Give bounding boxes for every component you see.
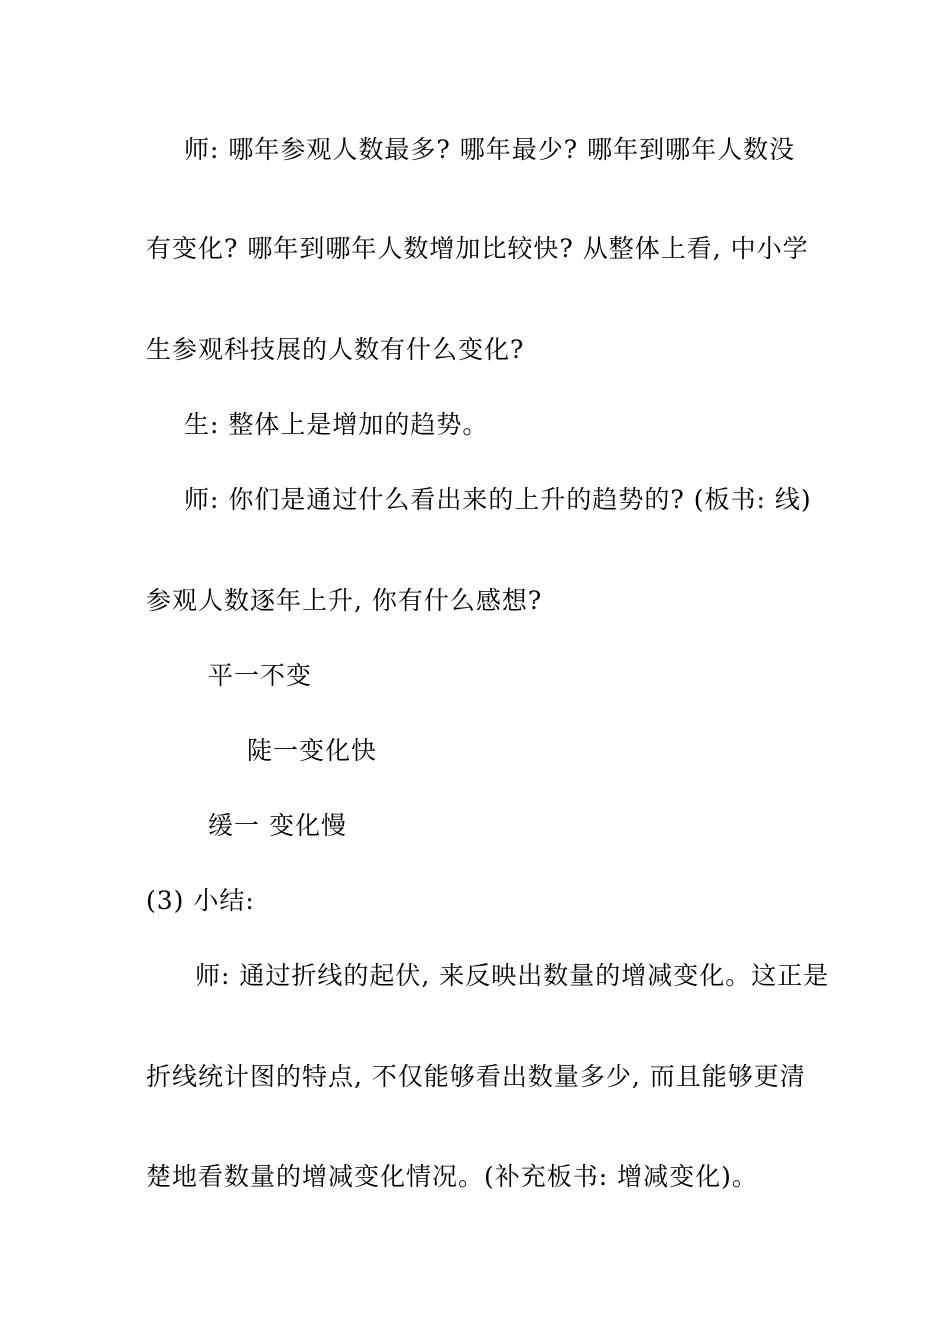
paragraph-line-13: 楚地看数量的增减变化情况。(补充板书: 增减变化)。 — [146, 1162, 758, 1191]
board-note-steep: 陡一变化快 — [247, 736, 378, 765]
board-note-flat: 平一不变 — [208, 661, 313, 690]
paragraph-line-1: 师: 哪年参观人数最多? 哪年最少? 哪年到哪年人数没 — [184, 135, 796, 164]
paragraph-line-5: 师: 你们是通过什么看出来的上升的趋势的? (板书: 线) — [184, 485, 812, 514]
paragraph-line-2: 有变化? 哪年到哪年人数增加比较快? 从整体上看, 中小学 — [146, 234, 809, 263]
section-heading-summary: (3) 小结: — [146, 886, 255, 915]
paragraph-line-11: 师: 通过折线的起伏, 来反映出数量的增减变化。这正是 — [195, 961, 830, 990]
board-note-gentle: 缓一 变化慢 — [208, 811, 347, 840]
student-answer-line: 生: 整体上是增加的趋势。 — [184, 410, 489, 439]
paragraph-line-12: 折线统计图的特点, 不仅能够看出数量多少, 而且能够更清 — [146, 1062, 806, 1091]
paragraph-line-3: 生参观科技展的人数有什么变化? — [146, 335, 525, 364]
paragraph-line-6: 参观人数逐年上升, 你有什么感想? — [146, 586, 543, 615]
